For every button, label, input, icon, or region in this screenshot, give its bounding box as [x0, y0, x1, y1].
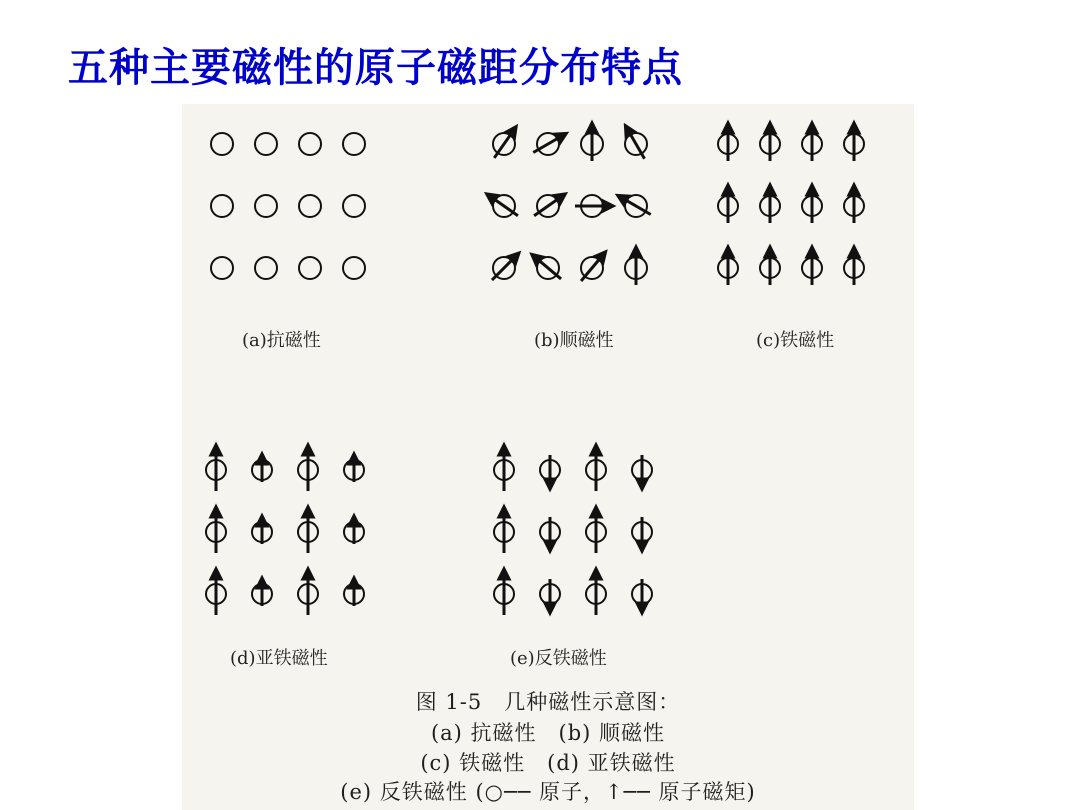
ferrimagnetic-atom: [206, 573, 226, 615]
antiferromagnetic-atom: [586, 511, 606, 553]
paramagnetic-atom: [490, 195, 518, 217]
caption-title: 图 1-5 几种磁性示意图：: [415, 690, 681, 714]
ferrimagnetic-atom: [344, 582, 364, 606]
ferromagnetic-atom: [718, 127, 738, 161]
label-ferromagnetism: (c)铁磁性: [756, 330, 835, 351]
ferrimagnetic-atom: [298, 573, 318, 615]
paramagnetic-atom: [493, 130, 515, 158]
diamagnetic-atom: [255, 257, 277, 279]
diamagnetic-atom: [211, 133, 233, 155]
atom-circle: [255, 195, 277, 217]
ferromagnetic-atom: [760, 189, 780, 223]
atom-circle: [343, 133, 365, 155]
atom-circle: [343, 195, 365, 217]
atom-circle: [211, 133, 233, 155]
magnetism-figure: [182, 104, 914, 810]
antiferromagnetic-atom: [586, 573, 606, 615]
atom-circle: [299, 195, 321, 217]
paramagnetic-atom: [625, 129, 647, 158]
ferromagnetic-atom: [718, 189, 738, 223]
ferromagnetic-atom: [760, 127, 780, 161]
ferromagnetic-atom: [718, 251, 738, 285]
paramagnetic-atom: [533, 133, 562, 155]
label-ferrimagnetism: (d)亚铁磁性: [230, 648, 328, 669]
antiferromagnetic-atom: [632, 517, 652, 547]
ferrimagnetic-atom: [252, 520, 272, 544]
antiferromagnetic-atom: [494, 449, 514, 491]
atom-circle: [299, 257, 321, 279]
ferromagnetic-atom: [844, 189, 864, 223]
antiferromagnetic-atom: [540, 455, 560, 485]
ferromagnetic-atom: [802, 189, 822, 223]
ferrimagnetic-atom: [298, 449, 318, 491]
diamagnetic-atom: [343, 195, 365, 217]
atom-circle: [255, 257, 277, 279]
paramagnetic-atom: [534, 195, 562, 217]
atom-circle: [211, 195, 233, 217]
ferrimagnetic-atom: [206, 511, 226, 553]
ferrimagnetic-atom: [252, 458, 272, 482]
caption-line-3: (e) 反铁磁性 (○── 原子，↑── 原子磁矩): [340, 780, 756, 804]
ferromagnetic-atom: [844, 127, 864, 161]
ferromagnetic-atom: [802, 251, 822, 285]
antiferromagnetic-atom: [586, 449, 606, 491]
diamagnetic-atom: [299, 195, 321, 217]
ferrimagnetic-atom: [298, 511, 318, 553]
atom-circle: [299, 133, 321, 155]
diamagnetic-atom: [211, 257, 233, 279]
atom-circle: [211, 257, 233, 279]
antiferromagnetic-atom: [540, 517, 560, 547]
diamagnetic-atom: [211, 195, 233, 217]
ferrimagnetic-atom: [344, 458, 364, 482]
paramagnetic-atom: [625, 251, 647, 285]
ferrimagnetic-atom: [252, 582, 272, 606]
label-antiferromagnetism: (e)反铁磁性: [510, 648, 607, 669]
paramagnetic-atom: [621, 195, 650, 217]
slide-title: 五种主要磁性的原子磁距分布特点: [68, 45, 683, 91]
ferromagnetic-atom: [760, 251, 780, 285]
ferromagnetic-atom: [802, 127, 822, 161]
paramagnetic-atom: [581, 255, 603, 281]
diamagnetic-atom: [343, 257, 365, 279]
paramagnetic-atom: [575, 195, 609, 217]
paramagnetic-atom: [535, 257, 561, 279]
label-diamagnetism: (a)抗磁性: [242, 330, 321, 351]
diamagnetic-atom: [255, 133, 277, 155]
antiferromagnetic-atom: [494, 573, 514, 615]
diamagnetic-atom: [299, 257, 321, 279]
paramagnetic-atom: [492, 256, 516, 280]
label-paramagnetism: (b)顺磁性: [534, 330, 614, 351]
antiferromagnetic-atom: [632, 455, 652, 485]
ferromagnetic-atom: [844, 251, 864, 285]
paramagnetic-atom: [581, 127, 603, 161]
antiferromagnetic-atom: [540, 579, 560, 609]
atom-circle: [343, 257, 365, 279]
ferrimagnetic-atom: [344, 520, 364, 544]
diamagnetic-atom: [343, 133, 365, 155]
caption-line-2: (c) 铁磁性 (d) 亚铁磁性: [420, 751, 676, 775]
caption-line-1: (a) 抗磁性 (b) 顺磁性: [430, 721, 666, 745]
diamagnetic-atom: [255, 195, 277, 217]
antiferromagnetic-atom: [494, 511, 514, 553]
diamagnetic-atom: [299, 133, 321, 155]
atom-circle: [255, 133, 277, 155]
ferrimagnetic-atom: [206, 449, 226, 491]
antiferromagnetic-atom: [632, 579, 652, 609]
